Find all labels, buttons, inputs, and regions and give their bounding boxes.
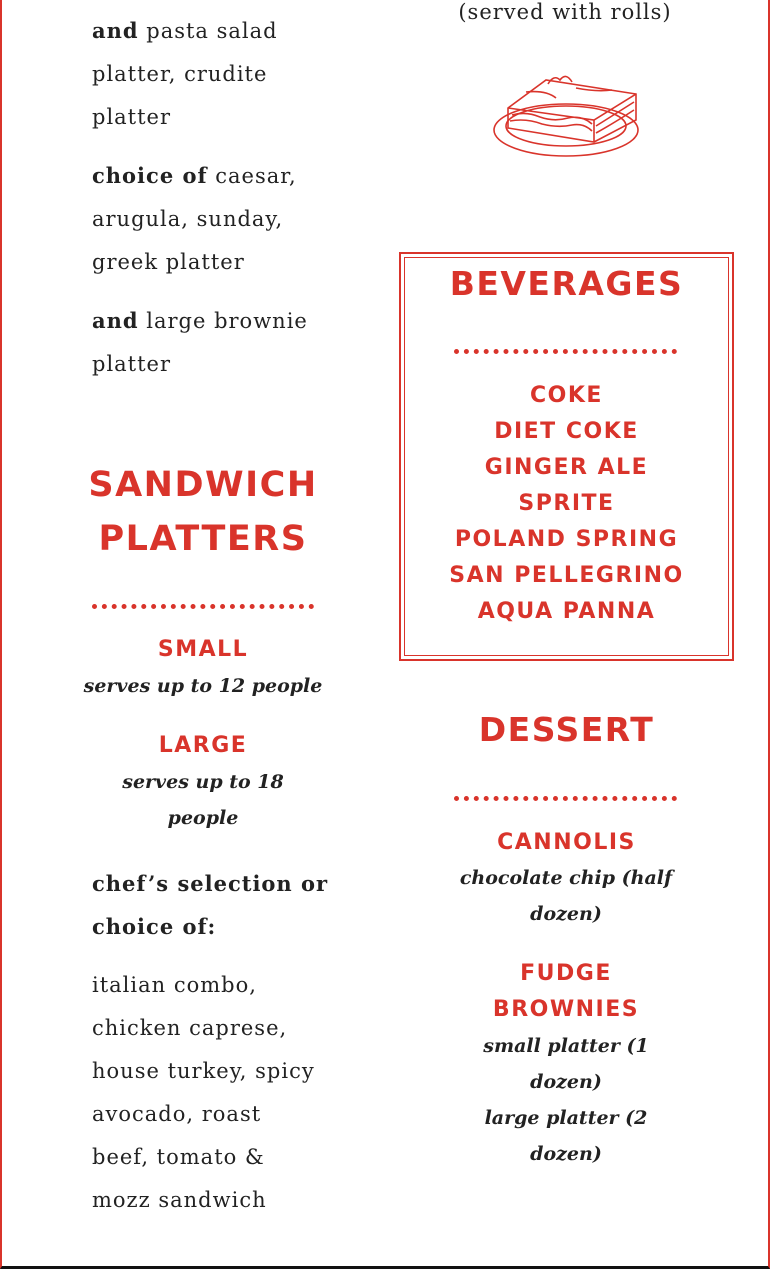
- buffet-group-3-lead: and: [92, 308, 139, 333]
- lasagna-icon: [486, 68, 646, 168]
- beverage-ginger-ale: GINGER ALE: [484, 455, 649, 480]
- buffet-group-2-lead: choice of: [92, 163, 208, 188]
- beverages-divider: [454, 349, 677, 354]
- dessert-title: DESSERT: [478, 710, 655, 749]
- dessert-cannolis-desc: chocolate chip (half dozen): [459, 867, 673, 925]
- buffet-group-1-lead: and: [92, 18, 139, 43]
- dessert-cannolis-label: CANNOLIS: [497, 830, 636, 855]
- buffet-group-1-text: pasta salad platter, crudite platter: [92, 19, 278, 129]
- dessert-brownies-label: FUDGE BROWNIES: [492, 961, 640, 1022]
- sandwich-choice-heading: chef’s selection or choice of:: [92, 871, 329, 939]
- sandwich-small-desc: serves up to 12 people: [83, 675, 323, 697]
- sandwich-platters-title: SANDWICH PLATTERS: [88, 465, 318, 559]
- beverage-san-pellegrino: SAN PELLEGRINO: [449, 563, 684, 588]
- beverage-aqua-panna: AQUA PANNA: [477, 599, 656, 624]
- served-with-rolls: (served with rolls): [458, 0, 672, 24]
- beverage-sprite: SPRITE: [518, 491, 615, 516]
- dessert-divider: [454, 796, 677, 801]
- beverage-coke: COKE: [530, 383, 603, 408]
- sandwich-large-desc: serves up to 18 people: [122, 771, 284, 829]
- buffet-group-3: [92, 299, 332, 386]
- buffet-group-2-text: caesar, arugula, sunday, greek platter: [92, 164, 297, 274]
- beverage-poland-spring: POLAND SPRING: [454, 527, 679, 552]
- buffet-group-3-text: large brownie platter: [92, 309, 308, 376]
- buffet-group-1: [92, 9, 332, 139]
- sandwich-choices: italian combo, chicken caprese, house turkey, spicy avocado, roast beef, tomato & mozz sandwich: [92, 973, 315, 1212]
- sandwich-small-label: SMALL: [157, 637, 249, 662]
- dessert-brownies-large: large platter (2 dozen): [484, 1107, 648, 1165]
- sandwich-large-label: LARGE: [158, 733, 248, 758]
- buffet-group-2: [92, 154, 332, 284]
- beverages-title: BEVERAGES: [449, 264, 684, 303]
- beverage-diet-coke: DIET COKE: [494, 419, 639, 444]
- sandwich-divider: [92, 604, 314, 609]
- dessert-brownies-small: small platter (1 dozen): [483, 1035, 649, 1093]
